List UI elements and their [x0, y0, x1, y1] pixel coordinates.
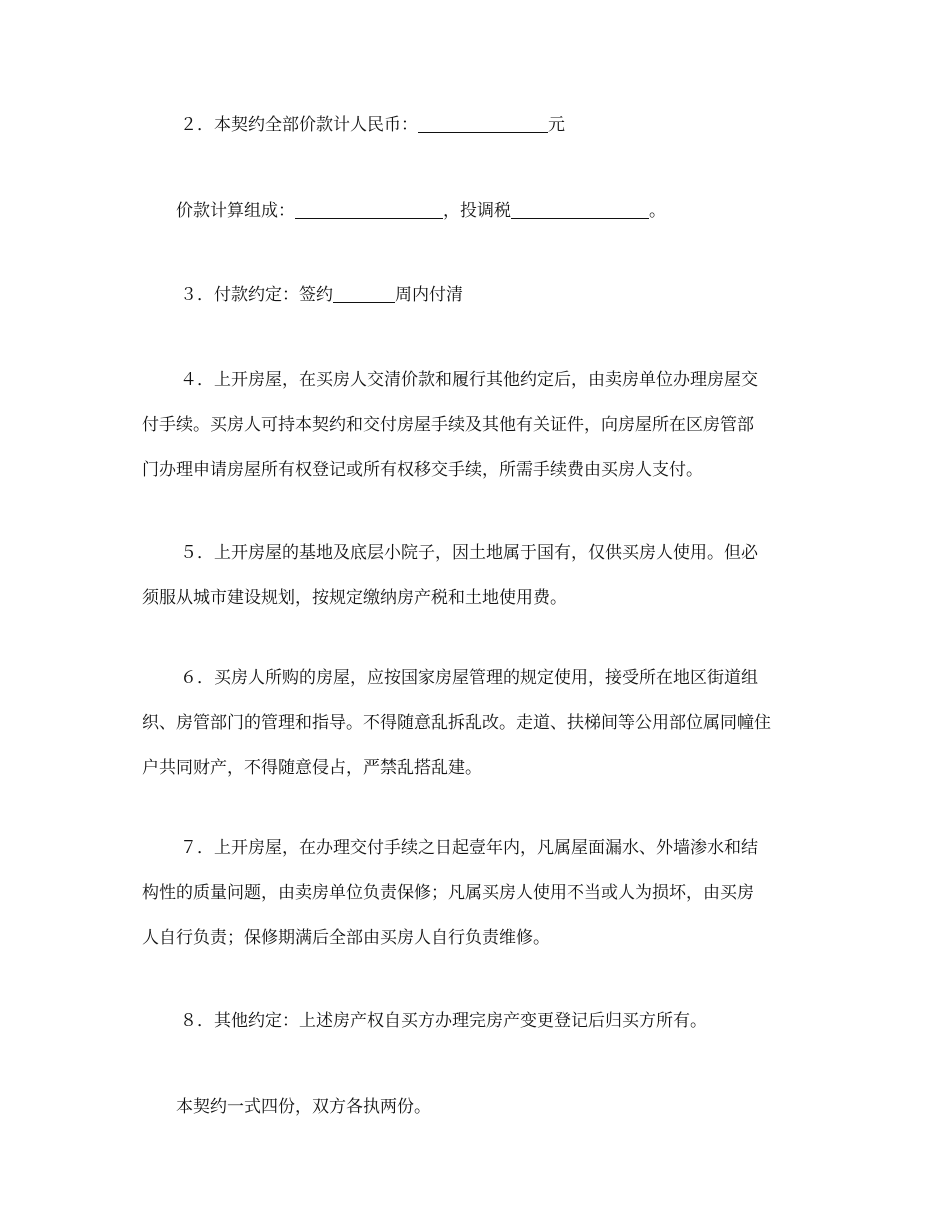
tax-blank [511, 200, 649, 219]
clause-7 [142, 826, 822, 961]
clause-3-payment [180, 273, 820, 318]
clause-2-total-price [180, 103, 820, 148]
clause-7-line-2: 构性的质量问题，由卖房单位负责保修；凡属买房人使用不当或人为损坏，由买房 [142, 883, 754, 903]
clause-8 [180, 999, 820, 1044]
clause-5-line-2: 须服从城市建设规划，按规定缴纳房产税和土地使用费。 [142, 588, 567, 608]
clause-2-label: ２．本契约全部价款计人民币： [180, 115, 418, 135]
clause-3-label: ３．付款约定：签约 [180, 285, 333, 305]
clause-6 [142, 656, 822, 791]
breakdown-label: 价款计算组成： [176, 201, 295, 221]
clause-8-text: ８．其他约定：上述房产权自买方办理完房产变更登记后归买方所有。 [180, 1011, 707, 1031]
breakdown-end: 。 [649, 201, 666, 221]
clause-4-line-3: 门办理申请房屋所有权登记或所有权移交手续，所需手续费由买房人支付。 [142, 460, 703, 480]
clause-7-line-3: 人自行负责；保修期满后全部由买房人自行负责维修。 [142, 928, 550, 948]
weeks-blank [333, 284, 395, 303]
clause-2-breakdown [176, 189, 816, 234]
clause-5-line-1: ５．上开房屋的基地及底层小院子，因土地属于国有，仅供买房人使用。但必 [180, 543, 758, 563]
clause-7-line-1: ７．上开房屋，在办理交付手续之日起壹年内，凡属屋面漏水、外墙渗水和结 [180, 838, 758, 858]
clause-4 [142, 358, 822, 493]
price-composition-blank [295, 200, 443, 219]
clause-6-line-1: ６．买房人所购的房屋，应按国家房屋管理的规定使用，接受所在地区街道组 [180, 668, 758, 688]
clause-6-line-3: 户共同财产，不得随意侵占，严禁乱搭乱建。 [142, 758, 482, 778]
clause-5 [142, 531, 822, 621]
clause-2-unit: 元 [548, 115, 565, 135]
total-price-blank [418, 114, 548, 133]
clause-4-line-1: ４．上开房屋，在买房人交清价款和履行其他约定后，由卖房单位办理房屋交 [180, 370, 758, 390]
clause-4-line-2: 付手续。买房人可持本契约和交付房屋手续及其他有关证件，向房屋所在区房管部 [142, 415, 754, 435]
closing-statement [176, 1085, 816, 1130]
closing-text: 本契约一式四份，双方各执两份。 [176, 1097, 431, 1117]
clause-3-suffix: 周内付清 [395, 285, 463, 305]
tax-label: ，投调税 [443, 201, 511, 221]
clause-6-line-2: 织、房管部门的管理和指导。不得随意乱拆乱改。走道、扶梯间等公用部位属同幢住 [142, 713, 771, 733]
